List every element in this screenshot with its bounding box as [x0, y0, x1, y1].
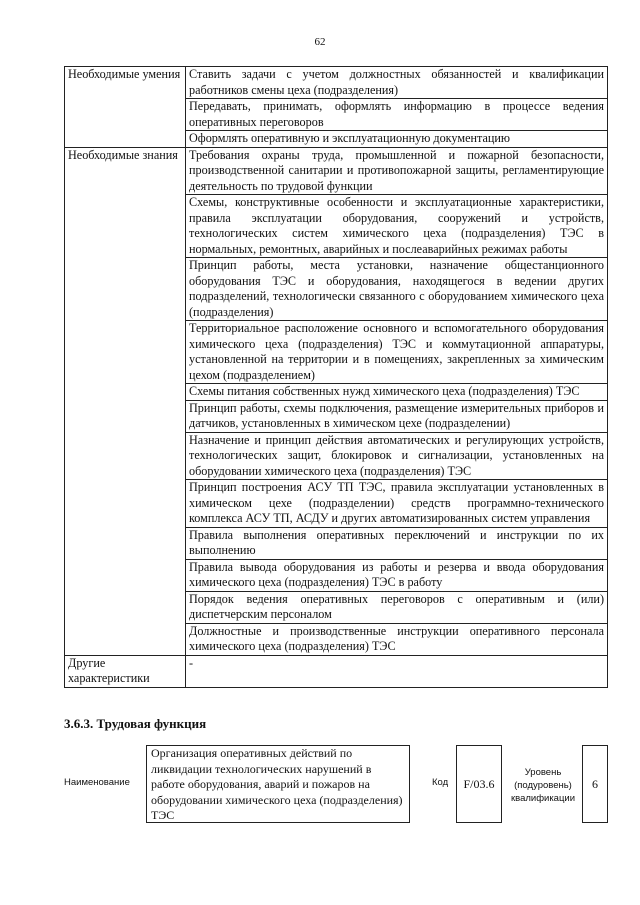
code-value-text: F/03.6 — [463, 776, 495, 791]
table-cell: Порядок ведения оперативных переговоров с оперативным и (или) диспетчерским персоналом — [186, 591, 608, 623]
qualification-level-label: Уровень (подуровень) квалификации — [510, 767, 576, 804]
table-cell: Назначение и принцип действия автоматических и регулирующих устройств, технологических защит, блокировок и сигнализации, установленных на оборудовании химического цеха (подразделения) ТЭС — [186, 432, 608, 480]
table-cell: Ставить задачи с учетом должностных обязанностей и квалификации работников смены цеха (подразделения) — [186, 67, 608, 99]
page-number: 62 — [314, 36, 326, 48]
table-cell: Требования охраны труда, промышленной и пожарной безопасности, производственной санитарии и противопожарной защиты, регламентирующие деятельность по трудовой функции — [186, 147, 608, 195]
qualification-level-text: 6 — [592, 776, 598, 791]
row-label-knowledge: Необходимые знания — [65, 147, 186, 655]
table-row — [65, 655, 608, 687]
section-heading: 3.6.3. Трудовая функция — [64, 716, 207, 731]
table-cell: Территориальное расположение основного и вспомогательного оборудования химического цеха (подразделения) ТЭС и коммутационной аппаратуры, установленной на территории и в помещениях, закрепленных за химическим цехом (подразделением) — [186, 321, 608, 384]
table-cell: Должностные и производственные инструкции оперативного персонала химического цеха (подразделения) ТЭС — [186, 623, 608, 655]
table-cell: Принцип работы, схемы подключения, размещение измерительных приборов и датчиков, установленных в химическом цехе (подразделении) — [186, 400, 608, 432]
table-cell: Оформлять оперативную и эксплуатационную документацию — [186, 131, 608, 148]
table-cell: Схемы, конструктивные особенности и эксплуатационные характеристики, правила эксплуатации оборудования, сооружений и устройств, технологических систем химического цеха (подразделения) ТЭС в нормальных, ремонтных, аварийных и послеаварийных режимах работы — [186, 195, 608, 258]
table-cell: Схемы питания собственных нужд химического цеха (подразделения) ТЭС — [186, 384, 608, 401]
table-cell: Передавать, принимать, оформлять информацию в процессе ведения оперативных переговоров — [186, 99, 608, 131]
code-value — [456, 745, 502, 823]
table-row — [65, 67, 608, 99]
row-label-skills: Необходимые умения — [65, 67, 186, 148]
name-label: Наименование — [64, 777, 130, 788]
row-label-other: Другие характеристики — [65, 655, 186, 687]
table-cell: Принцип построения АСУ ТП ТЭС, правила эксплуатации установленных в химическом цехе (подразделении) средств программно-технического комплекса АСУ ТП, АСДУ и других автоматизированных систем управления — [186, 480, 608, 528]
table-cell: - — [186, 655, 608, 687]
table-cell: Принцип работы, места установки, назначение общестанционного оборудования ТЭС и оборудования, находящегося в ведении других подразделений, технологически связанного с оборудованием химического цеха (подразделения) — [186, 258, 608, 321]
table-cell: Правила выполнения оперативных переключений и инструкции по их выполнению — [186, 527, 608, 559]
table-cell: Правила вывода оборудования из работы и резерва и ввода оборудования химического цеха (подразделения) ТЭС в работу — [186, 559, 608, 591]
function-name: Организация оперативных действий по ликвидации технологических нарушений в работе оборудования, аварий и пожаров на оборудовании химического цеха (подразделения) ТЭС — [146, 745, 410, 823]
code-label: Код — [432, 777, 449, 788]
requirements-table — [64, 66, 608, 688]
table-row — [65, 147, 608, 195]
qualification-level-value — [582, 745, 608, 823]
